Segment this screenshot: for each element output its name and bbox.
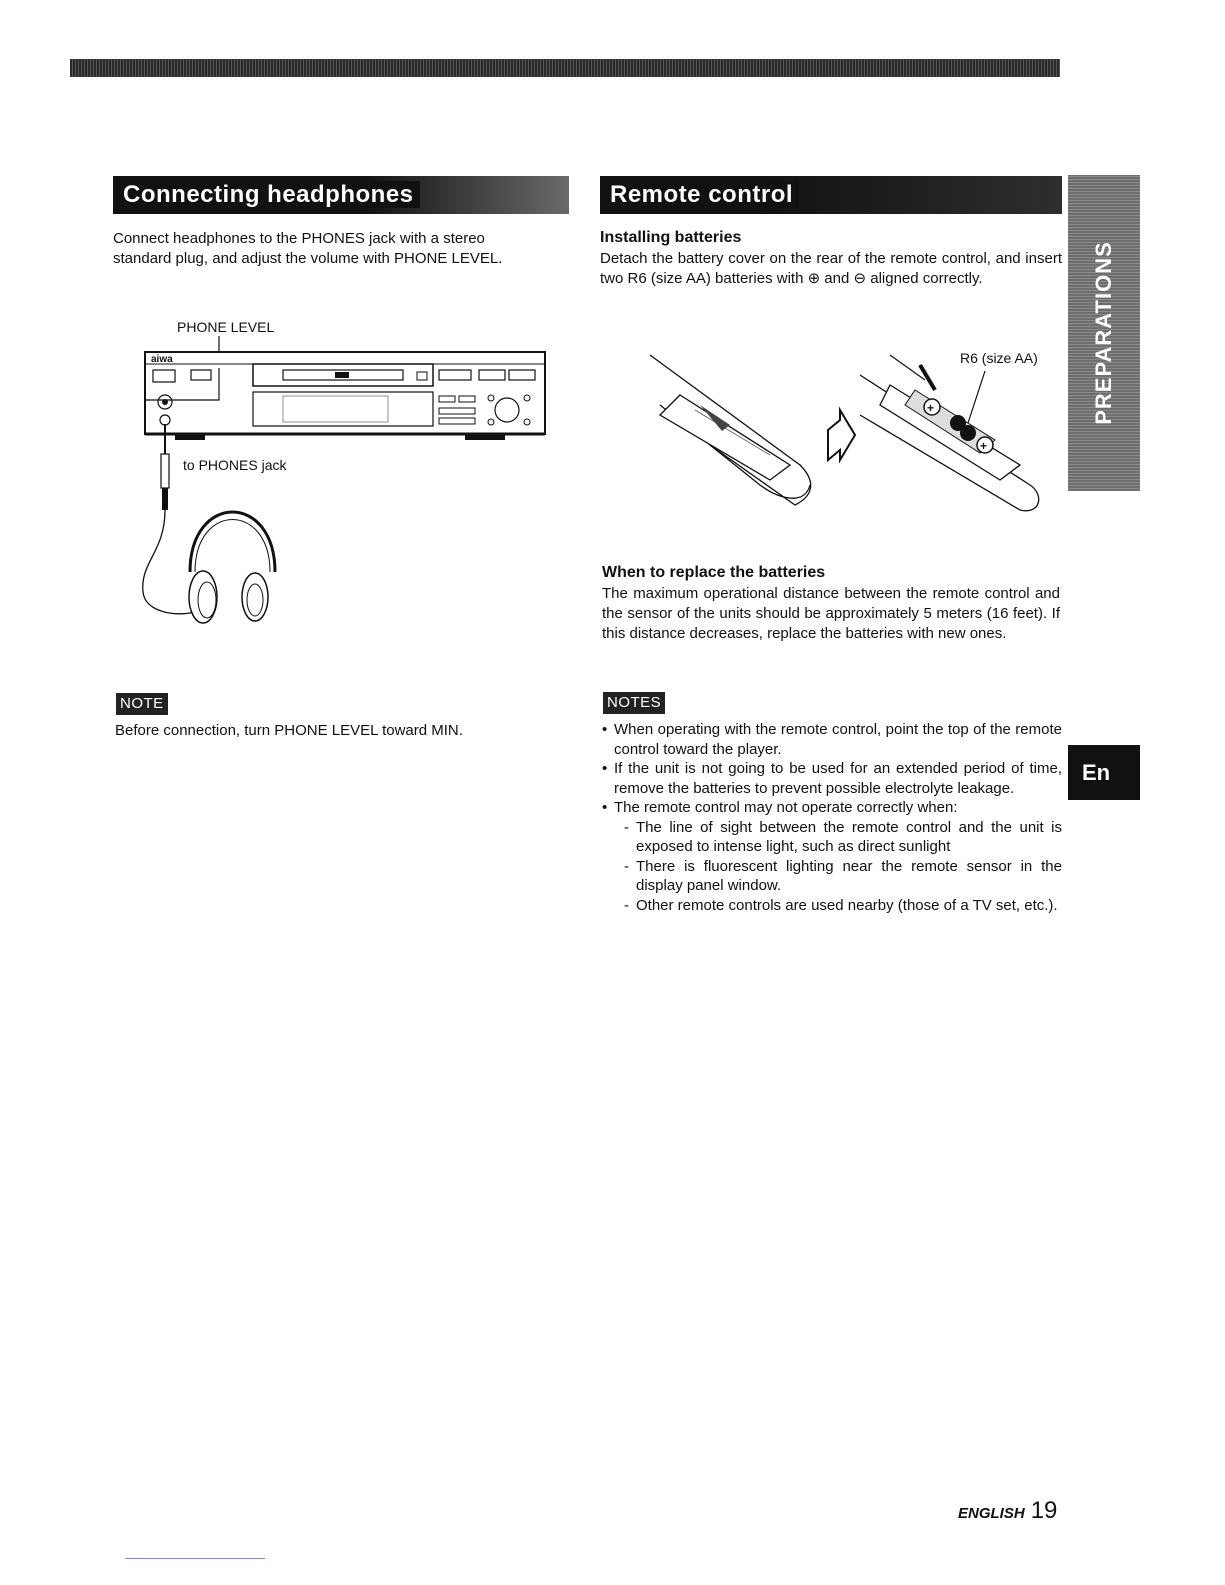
side-tab-text: PREPARATIONS [1091,241,1116,425]
list-item: - Other remote controls are used nearby (those of a TV set, etc.). [624,896,1062,916]
list-item: • If the unit is not going to be used for an extended period of time, remove the batteries to prevent possible electrolyte leakage. [600,759,1062,798]
list-item: - There is fluorescent lighting near the remote sensor in the display panel window. [624,857,1062,896]
list-item: • When operating with the remote control, point the top of the remote control toward the player. [600,720,1062,759]
section-header-text: Connecting headphones [123,181,420,208]
replace-batteries-text: The maximum operational distance between the remote control and the sensor of the units should be approximately 5 meters (16 feet). If this distance decreases, replace the batteries with new ones. [602,585,1060,642]
list-item-text: The remote control may not operate correctly when: [614,799,958,816]
notes-label: NOTES [603,692,665,714]
section-header-connecting-headphones [113,176,569,214]
svg-text:+: + [980,439,988,453]
remote-rear-cover-illustration [650,355,811,505]
list-item [600,798,1062,915]
note-text: Before connection, turn PHONE LEVEL toward MIN. [115,722,463,739]
replace-batteries-title: When to replace the batteries [602,564,826,581]
battery-installation-figure [640,335,1060,525]
footer-rule [125,1558,265,1559]
headphones-illustration [189,512,275,623]
page-footer [958,1497,1057,1525]
note-label: NOTE [116,693,168,715]
footer-language: ENGLISH [958,1505,1025,1522]
section-header-text: Remote control [610,181,799,208]
notes-list [600,720,1062,915]
installing-batteries-text: Detach the battery cover on the rear of the remote control, and insert two R6 (size AA) batteries with ⊕ and ⊖ aligned correctly. [600,250,1062,287]
headphones-connection-figure [135,312,555,632]
svg-text:+: + [927,401,935,415]
direction-arrow-icon [828,410,855,460]
headphone-plug-and-cable [143,424,195,614]
top-decorative-band [70,59,1060,77]
phone-level-label: PHONE LEVEL [177,319,275,335]
headphones-intro-text: Connect headphones to the PHONES jack with a stereo standard plug, and adjust the volume with PHONE LEVEL. [113,230,503,267]
remote-battery-compartment-illustration [860,355,1039,511]
brand-logo: aiwa [151,354,173,365]
language-tab: En [1068,745,1140,800]
list-item: - The line of sight between the remote control and the unit is exposed to intense light, such as direct sunlight [624,818,1062,857]
player-unit-illustration [145,352,545,440]
installing-batteries-title: Installing batteries [600,229,742,246]
battery-size-label: R6 (size AA) [960,350,1038,366]
phones-jack-label: to PHONES jack [183,457,287,473]
section-header-remote-control [600,176,1062,214]
battery-label-leader [968,371,985,423]
page-number: 19 [1030,1497,1058,1524]
sub-notes-list [614,818,1062,916]
preparations-side-tab-label [1068,175,1140,491]
